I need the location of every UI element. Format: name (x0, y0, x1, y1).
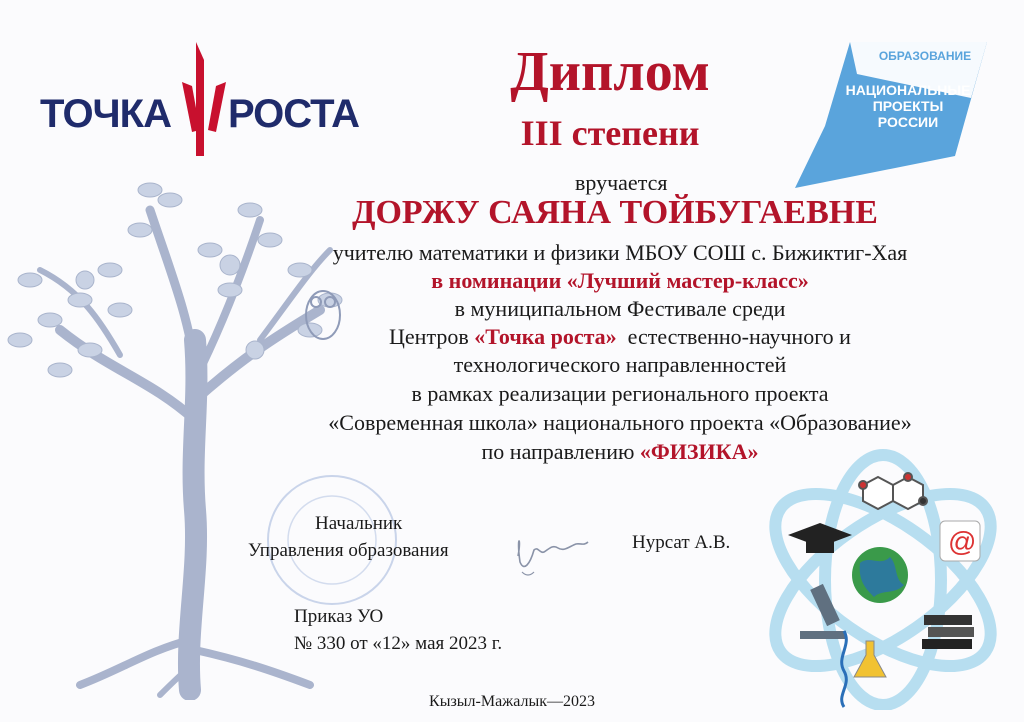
body-line-6: по направлению «ФИЗИКА» (481, 439, 759, 464)
logo-mark-icon (174, 40, 234, 160)
recipient-name: ДОРЖУ САЯНА ТОЙБУГАЕВНЕ (352, 194, 878, 231)
handwritten-signature (512, 524, 592, 584)
science-illustration (748, 445, 1018, 710)
graduation-cap-icon (788, 523, 852, 553)
tochka-rosta-highlight: «Точка роста» (474, 324, 617, 349)
diploma-degree: III степени (520, 113, 700, 153)
logo-left-text-2: РОСТА (228, 92, 359, 136)
footer-place-year: Кызыл-Мажалык—2023 (429, 693, 595, 710)
national-projects-logo (795, 38, 990, 190)
tochka-rosta-logo (38, 40, 358, 160)
body-line-3: технологического направленностей (453, 352, 787, 377)
books-icon (922, 615, 974, 649)
signer-role-1: Начальник (315, 513, 403, 534)
email-icon (940, 521, 980, 561)
body-line-5: «Современная школа» национального проекта «Образование» (328, 410, 912, 435)
body-line-2: Центров «Точка роста» естественно-научного и (389, 324, 851, 349)
signer-name: Нурсат А.В. (632, 532, 731, 553)
body-line-1: в муниципальном Фестивале среди (454, 296, 786, 321)
logo-right-line1: НАЦИОНАЛЬНЫЕ (845, 82, 971, 98)
logo-right-top: ОБРАЗОВАНИЕ (878, 49, 972, 63)
svg-text:@: @ (948, 526, 977, 557)
order-line-2: № 330 от «12» мая 2023 г. (294, 633, 503, 654)
order-line-1: Приказ УО (294, 606, 384, 627)
awarded-label: вручается (575, 170, 668, 195)
subject-highlight: «ФИЗИКА» (639, 439, 759, 464)
logo-right-line2: ПРОЕКТЫ (872, 98, 944, 114)
nomination: в номинации «Лучший мастер-класс» (431, 268, 809, 293)
logo-left-text-1: ТОЧКА (40, 92, 171, 136)
diploma-title: Диплом (510, 41, 710, 103)
logo-right-line3: РОССИИ (877, 114, 939, 130)
signer-role-2: Управления образования (248, 540, 449, 561)
recipient-position: учителю математики и физики МБОУ СОШ с. Бижиктиг-Хая (332, 240, 908, 265)
body-line-4: в рамках реализации регионального проекта (411, 381, 829, 406)
